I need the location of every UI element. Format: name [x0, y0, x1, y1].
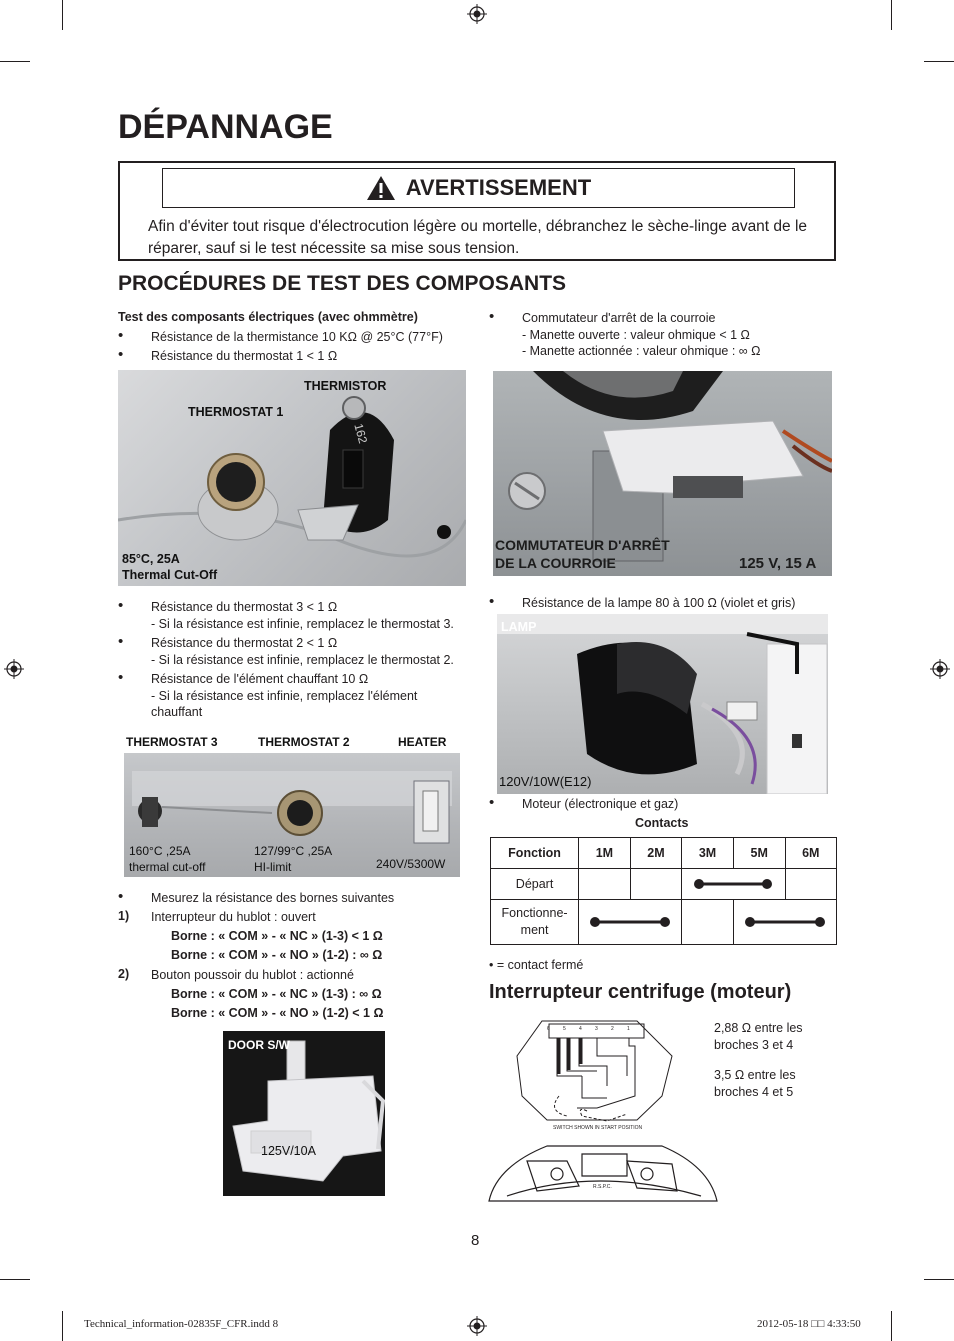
crop-mark	[891, 1311, 892, 1341]
list-item: • Résistance du thermostat 3 < 1 Ω - Si la résistance est infinie, remplacez le thermostat 3.	[118, 597, 454, 631]
warning-box	[118, 161, 836, 261]
list-item: • Résistance du thermostat 2 < 1 Ω - Si la résistance est infinie, remplacez le thermostat 2.	[118, 633, 454, 667]
door-switch-rating: 125V/10A	[261, 1144, 316, 1158]
door-switch-illustration	[223, 1031, 385, 1196]
pin-label: 6	[547, 1026, 550, 1032]
lamp-label: LAMP	[501, 620, 537, 634]
table-header: 1M	[579, 838, 631, 869]
belt-switch-label-2: DE LA COURROIE	[495, 555, 616, 571]
motor-contacts-table	[490, 837, 837, 945]
thermostat3-type: thermal cut-off	[129, 860, 206, 874]
registration-mark-icon	[467, 1316, 487, 1336]
warning-heading	[162, 168, 795, 208]
registration-mark-icon	[930, 659, 950, 679]
belt-switch-photo	[493, 371, 832, 576]
table-cell: Départ	[491, 869, 579, 900]
registration-mark-icon	[4, 659, 24, 679]
list-item: • Résistance de la thermistance 10 KΩ @ 25°C (77°F)	[118, 327, 443, 344]
crop-mark	[924, 1279, 954, 1280]
list-item: • Résistance du thermostat 1 < 1 Ω	[118, 346, 338, 363]
table-header: 5M	[733, 838, 785, 869]
section-title: PROCÉDURES DE TEST DES COMPOSANTS	[118, 272, 567, 295]
list-item: • Résistance de la lampe 80 à 100 Ω (violet et gris)	[489, 593, 796, 610]
table-cell	[682, 869, 785, 900]
list-item: Bouton poussoir du hublot : actionné	[151, 968, 354, 982]
warning-text: Afin d'éviter tout risque d'électrocution légère ou mortelle, débranchez le sèche-linge avant de le réparer, sauf si le test nécessite sa mise sous tension.	[148, 218, 808, 257]
closed-contact-icon	[589, 916, 671, 928]
heater-label: HEATER	[398, 735, 447, 749]
warning-heading-text: AVERTISSEMENT	[405, 175, 592, 200]
diagram-mark: R.S.P.C.	[593, 1184, 612, 1190]
page-title: DÉPANNAGE	[118, 108, 333, 146]
thermistor-caption-1: 85°C, 25A	[122, 552, 180, 566]
table-cell: Fonctionne- ment	[491, 900, 579, 945]
centrifugal-switch-diagram	[487, 1016, 719, 1210]
table-row	[491, 900, 837, 945]
table-row	[491, 869, 837, 900]
table-header-row	[491, 838, 837, 869]
table-cell	[579, 869, 631, 900]
terminal-reading: Borne : « COM » - « NC » (1-3) : ∞ Ω	[171, 987, 382, 1001]
svg-text:162: 162	[351, 422, 371, 445]
footer-right: 2012-05-18 □□ 4:33:50	[757, 1318, 861, 1330]
closed-contact-icon	[744, 916, 826, 928]
heater-photo	[122, 731, 460, 877]
lamp-rating: 120V/10W(E12)	[499, 774, 592, 789]
crop-mark	[62, 1311, 63, 1341]
table-cell	[630, 869, 682, 900]
list-item: Interrupteur du hublot : ouvert	[151, 910, 316, 924]
pin-label: 4	[579, 1026, 582, 1032]
heater-rating: 240V/5300W	[376, 857, 446, 871]
belt-switch-label-1: COMMUTATEUR D'ARRÊT	[495, 537, 670, 553]
door-switch-label: DOOR S/W	[228, 1038, 290, 1052]
crop-mark	[0, 1279, 30, 1280]
centrifugal-note: 3,5 Ω entre les broches 4 et 5	[714, 1068, 796, 1099]
thermistor-caption-2: Thermal Cut-Off	[122, 568, 218, 582]
crop-mark	[891, 0, 892, 30]
lamp-photo	[497, 614, 828, 794]
thermistor-label: THERMISTOR	[304, 379, 387, 393]
pin-label: 1	[627, 1026, 630, 1032]
thermostat2-type: HI-limit	[254, 860, 292, 874]
terminal-reading: Borne : « COM » - « NC » (1-3) < 1 Ω	[171, 929, 383, 943]
terminal-reading: Borne : « COM » - « NO » (1-2) : ∞ Ω	[171, 948, 383, 962]
thermistor-photo	[118, 370, 466, 586]
diagram-caption: SWITCH SHOWN IN START POSITION	[553, 1125, 643, 1131]
pin-label: 5	[563, 1026, 566, 1032]
table-cell	[579, 900, 682, 945]
item-number: 2)	[118, 967, 130, 981]
lamp-illustration	[497, 614, 828, 794]
bullet-dot-icon: •	[489, 958, 494, 972]
registration-mark-icon	[467, 4, 487, 24]
list-item: • Résistance de l'élément chauffant 10 Ω - Si la résistance est infinie, remplacez l'élément chauffant	[118, 669, 418, 719]
pin-label: 3	[595, 1026, 598, 1032]
table-header: 6M	[785, 838, 836, 869]
thermostat2-rating: 127/99°C ,25A	[254, 844, 333, 858]
section-subtitle: Test des composants électriques (avec ohmmètre)	[118, 310, 418, 324]
belt-switch-rating: 125 V, 15 A	[739, 555, 817, 572]
thermostat3-rating: 160°C ,25A	[129, 844, 191, 858]
closed-contact-icon	[693, 878, 773, 890]
warning-triangle-icon	[366, 175, 396, 201]
closed-contact-legend	[489, 958, 583, 972]
crop-mark	[0, 61, 30, 62]
contacts-label: Contacts	[635, 816, 689, 830]
terminal-reading: Borne : « COM » - « NO » (1-2) < 1 Ω	[171, 1006, 384, 1020]
list-item: • Mesurez la résistance des bornes suivantes	[118, 888, 395, 905]
page-number: 8	[471, 1232, 480, 1249]
thermostat1-label: THERMOSTAT 1	[188, 405, 284, 419]
crop-mark	[924, 61, 954, 62]
table-cell	[785, 869, 836, 900]
footer-left: Technical_information-02835F_CFR.indd 8	[84, 1318, 279, 1330]
table-header: 3M	[682, 838, 734, 869]
centrifugal-note: 2,88 Ω entre les broches 3 et 4	[714, 1021, 803, 1052]
door-switch-photo	[223, 1031, 385, 1196]
pin-label: 2	[611, 1026, 614, 1032]
list-item: • Moteur (électronique et gaz)	[489, 794, 679, 811]
table-cell	[682, 900, 734, 945]
list-item: • Commutateur d'arrêt de la courroie - Manette ouverte : valeur ohmique < 1 Ω - Manette actionnée : valeur ohmique : ∞ Ω	[489, 308, 761, 358]
thermostat2-label: THERMOSTAT 2	[258, 735, 350, 749]
centrifugal-switch-title: Interrupteur centrifuge (moteur)	[489, 981, 792, 1003]
table-cell	[733, 900, 836, 945]
thermostat3-label: THERMOSTAT 3	[126, 735, 218, 749]
crop-mark	[62, 0, 63, 30]
legend-text: = contact fermé	[496, 958, 584, 972]
table-header: Fonction	[491, 838, 579, 869]
table-header: 2M	[630, 838, 682, 869]
item-number: 1)	[118, 909, 130, 923]
